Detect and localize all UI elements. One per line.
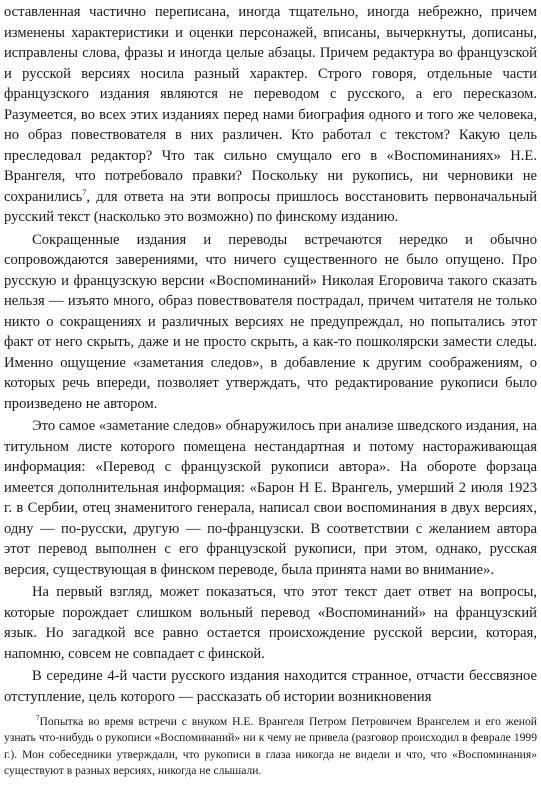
paragraph-1 [4, 2, 537, 228]
paragraph-5: В середине 4-й части русского издания находится странное, отчасти бессвязное отступление, цель которого — рассказать об истории возникновения [4, 668, 537, 705]
paragraph-3: Это самое «заметание следов» обнаружилось при анализе шведского издания, на титульном листе которого помещена нестандартная и потому настораживающая информация: «Перевод с французской рукописи автора». На обороте форзаца имеется дополнительная информация: «Барон Н Е. Врангель, умерший 2 июля 1923 г. в Сербии, отец знаменитого генерала, написал свои воспоминания в двух версиях, одну — по-русски, другую — по-французски. В соответствии с желанием автора этот перевод выполнен с его французской рукописи, при этом, однако, русская версия, существующая в финском переводе, была принята нами во внимание». [4, 418, 537, 578]
footnote [4, 714, 537, 780]
body-text [4, 2, 537, 707]
footnote-mark: 7 [36, 714, 40, 723]
footnote-reference[interactable]: 7 [82, 187, 87, 197]
paragraph-2: Сокращенные издания и переводы встречаются нередко и обычно сопровождаются заверениями, что ничего существенного не было опущено. Про русскую и французскую версии «Воспоминаний» Николая Егоровича такого сказать нельзя — изъято много, образ повествователя пострадал, причем читателя не только никто о сокращениях и различных версиях не предупреждал, но попытались этот факт от него скрыть, даже и не просто скрыть, а как-то пошколярски замести следы. Именно ощущение «заметания следов», в добавление к другим соображениям, о которых речь впереди, позволяет утверждать, что редактирование рукописи было произведено не автором. [4, 231, 537, 412]
paragraph-1-text: оставленная частично переписана, иногда тщательно, иногда небрежно, причем изменены характеристики и оценки персонажей, вписаны, вычеркнуты, дописаны, исправлены слова, фразы и иногда целые абзацы. Причем редактура во французской и русской версиях носила разный характер. Строго говоря, отдельные части французского издания являются не переводом с русского, а его пересказом. Разумеется, во всех этих изданиях перед нами биография одного и того же человека, но образ повествователя в них различен. Кто работал с текстом? Какую цель преследовал редактор? Что так сильно смущало его в «Воспоминаниях» Н.Е. Врангеля, что потребовало правки? Поскольку ни рукопись, ни черновики не сохранились [4, 4, 537, 205]
paragraph-1-tail: , для ответа на эти вопросы пришлось восстановить первоначальный русский текст (насколько это возможно) по финскому изданию. [4, 188, 537, 225]
footnote-text: Попытка во время встречи с внуком Н.Е. Врангеля Петром Петровичем Врангелем и его женой узнать что-нибудь о рукописи «Воспоминаний» ни к чему не привела (разговор происходил в феврале 1999 г.). Мон собеседники утверждали, что рукописи в глаза никогда не видели и что, что «Воспоминания» существуют в разных версиях, никогда не слышали. [4, 715, 537, 778]
paragraph-4: На первый взгляд, может показаться, что этот текст дает ответ на вопросы, которые порождает слишком вольный перевод «Воспоминаний» на французский язык. Но загадкой все равно остается происхождение русской версии, которая, напомню, совсем не совпадает с финской. [4, 584, 537, 662]
